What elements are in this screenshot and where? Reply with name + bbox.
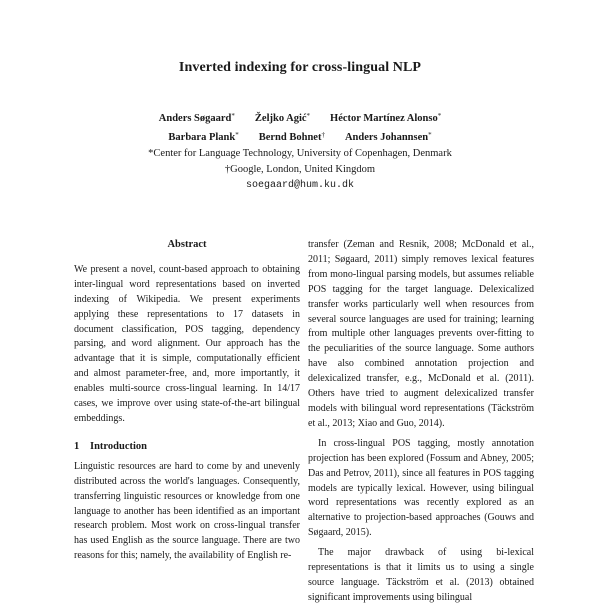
author-name: Anders Johannsen* [344, 131, 432, 143]
author-block [0, 108, 600, 194]
section-heading-introduction: 1 Introduction [74, 440, 147, 452]
author-name: Barbara Plank* [168, 131, 239, 143]
abstract-text: We present a novel, count-based approach to obtaining inter-lingual word representations based on inverted indexing of Wikipedia. We present experiments applying these representations to 17 datasets in document classification, POS tagging, dependency parsing, and word alignment. Our approach has the advantage that it is simple, computationally efficient and almost parameter-free, and, more importantly, it enables multi-source cross-lingual learning. In 14/17 cases, we improve over using state-of-the-art bilingual embeddings. [74, 263, 300, 424]
author-line-1 [0, 108, 600, 127]
body-paragraph: In cross-lingual POS tagging, mostly annotation projection has been explored (Fossum and Abney, 2005; Das and Petrov, 2011), since all features in POS tagging models are typically lexical. However, using bilingual word representations was recently explored as an alternative to projection-based approaches (Gouws and Søgaard, 2015). [308, 437, 534, 539]
author-name: Bernd Bohnet† [258, 131, 325, 143]
author-name: Héctor Martínez Alonso* [330, 112, 442, 124]
abstract-heading: Abstract [167, 239, 207, 250]
left-column [74, 238, 300, 564]
body-paragraph: The major drawback of using bi-lexical representations is that it limits us to using a single source language. Täckström et al. (2013) obtained significant improvements using bilingual [308, 547, 534, 603]
introduction-paragraph: Linguistic resources are hard to come by and unevenly distributed across the world's languages. Consequently, transferring linguistic resources or knowledge from one language to another has been identified as an important research problem. Most work on cross-lingual transfer has used English as the source language. There are two reasons for this; namely, the availability of English re- [74, 460, 300, 562]
body-paragraph: transfer (Zeman and Resnik, 2008; McDonald et al., 2011; Søgaard, 2011) simply removes lexical features from mono-lingual parsing models, but assumes reliable POS tagging for the target language. Delexicalized transfer works particularly well when resources from several source languages are used for training; learning from multiple other languages prevents over-fitting to the peculiarities of the source language. Some authors have also combined annotation projection and delexicalized transfer, e.g., McDonald et al. (2011). Others have tried to augment delexicalized transfer models with bilingual word representations (Täckström et al., 2013; Xiao and Guo, 2014). [308, 239, 534, 429]
affiliation-copenhagen: *Center for Language Technology, University of Copenhagen, Denmark [148, 148, 452, 159]
author-name: Željko Agić* [254, 112, 311, 124]
paper-title: Inverted indexing for cross-lingual NLP [178, 60, 422, 75]
right-column [308, 238, 534, 606]
author-line-2 [0, 127, 600, 146]
contact-email: soegaard@hum.ku.dk [245, 180, 355, 191]
author-name: Anders Søgaard* [158, 112, 235, 124]
affiliation-google: †Google, London, United Kingdom [224, 164, 376, 175]
